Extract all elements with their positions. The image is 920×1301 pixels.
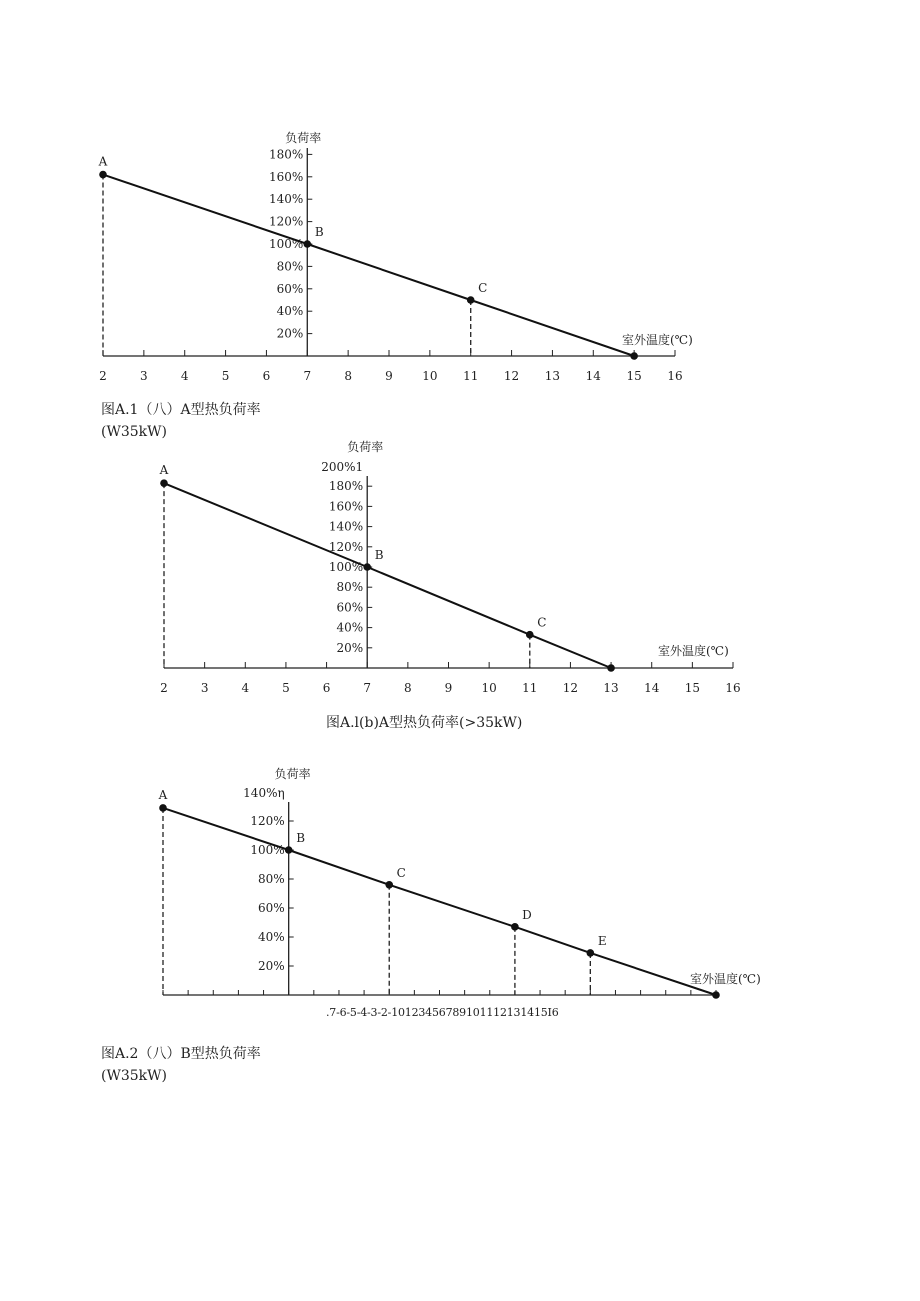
chart3-point-b (285, 846, 293, 854)
chart1-point-a (99, 171, 107, 179)
chart1-y-tick-label: 120% (268, 214, 304, 229)
chart2-x-tick-label: 10 (481, 681, 497, 695)
chart2-x-tick-label: 12 (562, 681, 579, 695)
chart3-point-label-b: B (296, 831, 306, 845)
chart1-x-tick-label: 4 (180, 369, 189, 383)
chart1-point-c (467, 296, 475, 304)
chart3-y-top-label: 140%η (243, 786, 285, 800)
chart2-y-tick-label: 120% (328, 539, 364, 554)
chart2-x-tick-label: 5 (282, 681, 290, 695)
chart2-y-tick-label: 60% (336, 600, 364, 615)
chart2-y-tick-label: 140% (328, 519, 364, 534)
chart2-x-tick-label: 6 (322, 681, 331, 695)
figure-a1a-caption-note: (W35kW) (101, 424, 168, 440)
chart1-x-axis-title: 室外温度(℃) (622, 333, 693, 347)
chart2-x-tick-label: 9 (444, 681, 453, 695)
chart1-y-tick-label: 40% (276, 304, 304, 319)
chart3-y-tick-label: 40% (258, 930, 285, 944)
chart2-y-tick-label: 100% (328, 560, 364, 574)
chart3-y-tick-label: 120% (250, 814, 285, 828)
chart3-point-a (159, 804, 167, 812)
chart2-x-axis-title: 室外温度(℃) (658, 644, 729, 658)
chart1-x-tick-label: 7 (303, 369, 312, 383)
chart3-point-label-a: A (158, 787, 168, 802)
chart1-x-tick-label: 11 (463, 369, 479, 383)
chart1-x-tick-label: 8 (344, 369, 352, 383)
chart1-point-end (630, 352, 638, 360)
figure-a2-caption-note: (W35kW) (101, 1068, 168, 1084)
chart3-x-tick-labels: .7-6-5-4-3-2-10123456789101112131415I6 (326, 1006, 559, 1019)
chart1-x-tick-label: 3 (140, 369, 148, 383)
chart2-y-axis-title: 负荷率 (347, 440, 384, 454)
chart2-point-label-c: C (537, 615, 547, 630)
chart2-x-tick-label: 14 (644, 681, 660, 695)
figure-a1a-caption: 图A.1（八）A型热负荷率 (101, 402, 261, 418)
chart2-y-tick-label: 20% (336, 640, 364, 655)
chart2-x-tick-label: 16 (725, 681, 741, 695)
chart1-x-tick-label: 9 (385, 369, 393, 383)
chart2-y-tick-label: 80% (336, 580, 364, 595)
chart2-point-c (526, 631, 534, 639)
chart2-load-rate-line (164, 483, 611, 668)
chart2-x-tick-label: 8 (404, 681, 412, 695)
chart2-x-tick-label: 13 (603, 681, 619, 695)
chart1-y-tick-label: 20% (276, 326, 304, 341)
chart1-x-tick-label: 15 (626, 369, 642, 383)
chart3-point-label-e: E (597, 933, 607, 948)
chart2-y-tick-label: 160% (328, 499, 364, 514)
figure-a1b-caption: 图A.l(b)A型热负荷率(>35kW) (326, 715, 523, 731)
chart3-y-axis-title: 负荷率 (274, 767, 311, 781)
chart2-x-tick-label: 11 (522, 681, 538, 695)
figure-a2-caption: 图A.2（八）B型热负荷率 (101, 1046, 261, 1062)
chart2-y-tick-label: 40% (336, 620, 364, 635)
chart1-point-label-a: A (98, 154, 108, 169)
chart3-point-c (385, 881, 393, 889)
chart3-point-e (587, 949, 595, 957)
chart2-point-label-b: B (374, 548, 384, 562)
chart1-point-b (303, 240, 311, 248)
chart1-y-tick-label: 160% (268, 169, 304, 184)
chart1-x-tick-label: 2 (99, 369, 107, 383)
chart2-y-tick-label: 180% (328, 479, 364, 494)
chart2-x-tick-label: 3 (200, 681, 209, 695)
chart3-y-tick-label: 100% (250, 843, 285, 857)
chart2-point-b (363, 563, 371, 571)
chart1-x-tick-label: 16 (667, 369, 683, 383)
chart2-point-end (607, 664, 615, 672)
chart3-point-d (511, 923, 519, 931)
chart1-x-tick-label: 12 (503, 369, 520, 383)
chart3-x-axis-title: 室外温度(℃) (690, 972, 761, 986)
chart2-y-top-label: 200%1 (321, 460, 364, 474)
chart3-y-tick-label: 20% (258, 959, 285, 973)
chart1-x-tick-label: 5 (221, 369, 230, 383)
chart2-x-tick-label: 15 (684, 681, 700, 695)
chart2-x-tick-label: 4 (241, 681, 250, 695)
chart1-x-tick-label: 6 (262, 369, 271, 383)
chart3-y-tick-label: 60% (258, 901, 285, 915)
chart1-y-tick-label: 180% (268, 147, 304, 162)
chart1-load-rate-line (103, 175, 634, 356)
chart1-y-tick-label: 100% (268, 237, 304, 251)
chart2-x-tick-label: 7 (363, 681, 372, 695)
chart2-x-tick-label: 2 (160, 681, 168, 695)
chart1-point-label-c: C (478, 281, 488, 295)
chart3-load-rate-line (163, 808, 716, 995)
chart3-y-tick-label: 80% (258, 872, 285, 886)
chart1-x-tick-label: 13 (544, 369, 561, 383)
chart2-point-a (160, 479, 168, 487)
chart1-x-tick-label: 10 (422, 369, 438, 383)
chart1-x-tick-label: 14 (585, 369, 601, 383)
chart1-y-axis-title: 负荷率 (285, 131, 322, 145)
chart3-point-end (712, 991, 720, 999)
chart3-point-label-c: C (396, 865, 406, 880)
chart3-point-label-d: D (522, 907, 532, 922)
chart2-point-label-a: A (159, 463, 169, 478)
chart1-y-tick-label: 140% (268, 192, 304, 207)
chart1-y-tick-label: 60% (276, 281, 304, 296)
chart1-point-label-b: B (314, 225, 324, 239)
chart1-y-tick-label: 80% (276, 259, 304, 274)
